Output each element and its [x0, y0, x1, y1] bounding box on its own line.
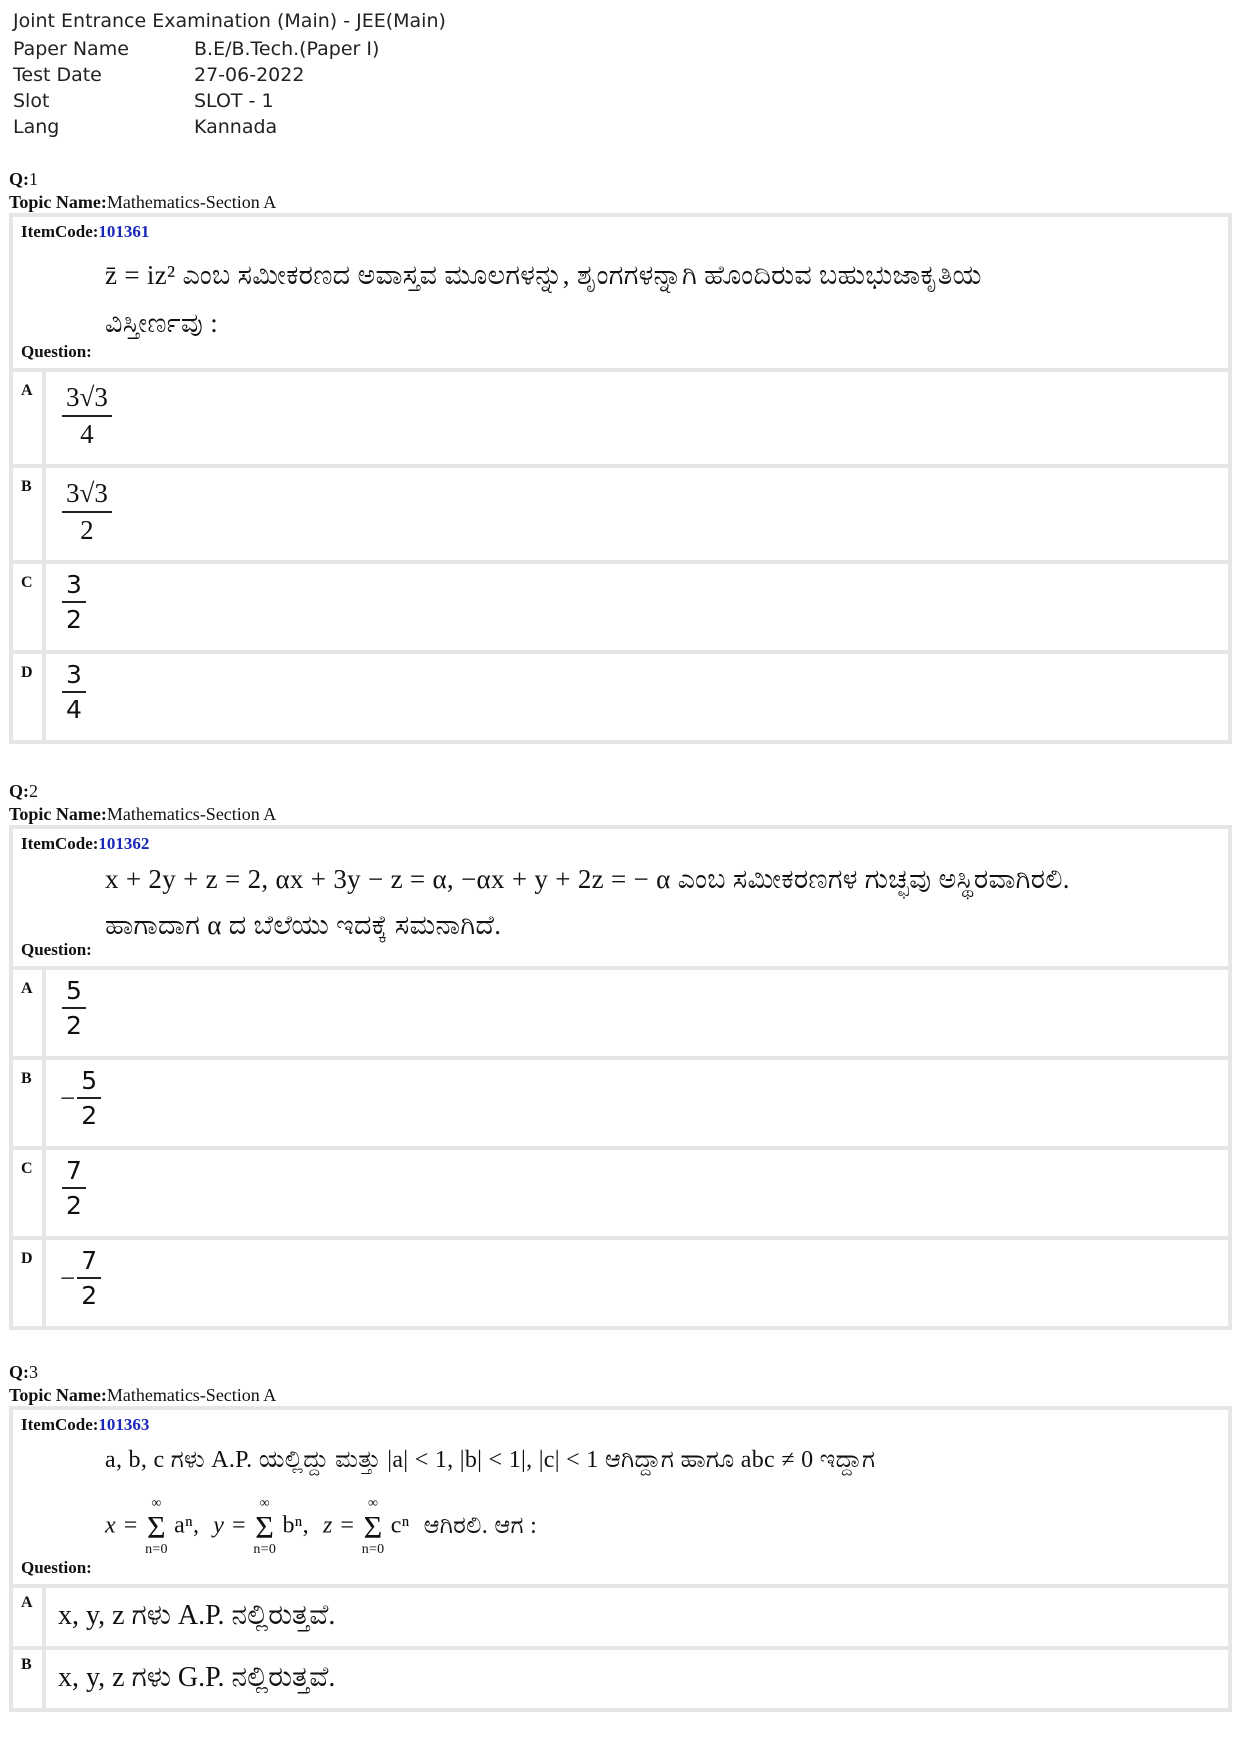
option-letter: A [13, 970, 42, 1056]
option-letter: C [13, 1150, 42, 1236]
question-cell [13, 1410, 1228, 1584]
question-text-line: a, b, c ಗಳು A.P. ಯಲ್ಲಿದ್ದು ಮತ್ತು |a| < 1, |b| < 1|, |c| < 1 ಆಗಿದ್ದಾಗ ಹಾಗೂ abc ≠ 0 ಇದ್ದಾಗ [105, 1447, 876, 1473]
option-body [46, 970, 1228, 1056]
option-body [46, 1240, 1228, 1326]
option-letter: C [13, 564, 42, 650]
topic-name: Topic Name:Mathematics-Section A [9, 192, 277, 212]
option-row-c[interactable] [13, 1150, 1228, 1236]
option-letter: B [13, 468, 42, 560]
option-body [46, 468, 1228, 560]
option-fraction: $\frac{3√3}{4}$ [60, 382, 112, 450]
question-text [105, 863, 1218, 942]
option-body [46, 654, 1228, 740]
option-letter: A [13, 1588, 42, 1646]
question-label: Question: [21, 940, 92, 959]
info-value: B.E/B.Tech.(Paper I) [194, 37, 380, 60]
option-letter: B [13, 1060, 42, 1146]
info-row [13, 89, 379, 115]
question-text-line: x + 2y + z = 2, αx + 3y − z = α, −αx + y + 2z = − α ಎಂಬ ಸಮೀಕರಣಗಳ ಗುಚ್ಛವು ಅಸ್ಥಿರವಾಗಿರಲಿ. [105, 864, 1070, 894]
question-number: Q:1 [9, 169, 38, 189]
option-body [46, 1150, 1228, 1236]
question-number: Q:3 [9, 1362, 38, 1382]
question-text-line: ಹಾಗಾದಾಗ α ದ ಬೆಲೆಯು ಇದಕ್ಕೆ ಸಮನಾಗಿದೆ. [105, 910, 502, 941]
info-key: Test Date [13, 63, 102, 86]
option-body [46, 372, 1228, 464]
info-value: SLOT - 1 [194, 89, 274, 112]
option-fraction: $\frac{3√3}{2}$ [60, 478, 112, 546]
question-table [9, 825, 1232, 1330]
info-row [13, 63, 379, 89]
question-block-1 [9, 168, 1232, 744]
option-letter: B [13, 1650, 42, 1708]
question-cell [13, 829, 1228, 966]
item-code: ItemCode:101361 [21, 222, 150, 241]
option-row-a[interactable] [13, 1588, 1228, 1646]
exam-header [13, 10, 446, 141]
question-number: Q:2 [9, 781, 38, 801]
option-row-a[interactable] [13, 970, 1228, 1056]
sum-z: z = ∞ Σ n=0 cⁿ [322, 1495, 410, 1557]
info-key: Paper Name [13, 37, 129, 60]
option-body [46, 1060, 1228, 1146]
item-code: ItemCode:101362 [21, 834, 150, 853]
question-text-tail: ಆಗಿರಲಿ. ಆಗ : [423, 1513, 538, 1540]
option-row-b[interactable] [13, 1650, 1228, 1708]
info-row [13, 37, 379, 63]
question-table [9, 213, 1232, 744]
question-text-line: z̄ = iz² ಎಂಬ ಸಮೀಕರಣದ ಅವಾಸ್ತವ ಮೂಲಗಳನ್ನು, ಶೃಂಗಗಳನ್ನಾಗಿ ಹೊಂದಿರುವ ಬಹುಭುಜಾಕೃತಿಯ [105, 260, 982, 290]
sum-x: x = ∞ Σ n=0 aⁿ, [105, 1495, 200, 1557]
option-fraction: $\frac{5}{2}$ [60, 976, 86, 1040]
topic-name: Topic Name:Mathematics-Section A [9, 1385, 277, 1405]
option-row-a[interactable] [13, 372, 1228, 464]
option-letter: D [13, 654, 42, 740]
option-body [46, 1650, 1228, 1708]
sum-definitions [105, 1497, 1218, 1557]
info-value: Kannada [194, 115, 278, 138]
question-block-2 [9, 780, 1232, 1330]
option-fraction: $\frac{3}{2}$ [60, 570, 86, 634]
option-text: x, y, z ಗಳು A.P. ನಲ್ಲಿರುತ್ತವೆ. [58, 1600, 336, 1631]
question-table [9, 1406, 1232, 1712]
question-text [105, 259, 1218, 340]
option-row-d[interactable] [13, 1240, 1228, 1326]
option-body [46, 564, 1228, 650]
topic-name: Topic Name:Mathematics-Section A [9, 804, 277, 824]
info-row [13, 115, 379, 141]
exam-title: Joint Entrance Examination (Main) - JEE(Main) [13, 10, 446, 32]
option-fraction: − $\frac{7}{2}$ [60, 1246, 101, 1310]
question-cell [13, 217, 1228, 368]
option-fraction: $\frac{7}{2}$ [60, 1156, 86, 1220]
question-block-3 [9, 1361, 1232, 1712]
item-code: ItemCode:101363 [21, 1415, 150, 1434]
question-text-line: ವಿಸ್ತೀರ್ಣವು : [105, 308, 219, 339]
option-letter: D [13, 1240, 42, 1326]
sum-y: y = ∞ Σ n=0 bⁿ, [213, 1495, 309, 1557]
question-label: Question: [21, 1558, 92, 1577]
option-fraction: − $\frac{5}{2}$ [60, 1066, 101, 1130]
option-body [46, 1588, 1228, 1646]
question-text [105, 1446, 1218, 1557]
option-letter: A [13, 372, 42, 464]
option-row-c[interactable] [13, 564, 1228, 650]
question-label: Question: [21, 342, 92, 361]
option-row-d[interactable] [13, 654, 1228, 740]
option-row-b[interactable] [13, 1060, 1228, 1146]
option-fraction: $\frac{3}{4}$ [60, 660, 86, 724]
option-row-b[interactable] [13, 468, 1228, 560]
info-key: Slot [13, 89, 50, 112]
exam-info-table [13, 37, 379, 141]
option-text: x, y, z ಗಳು G.P. ನಲ್ಲಿರುತ್ತವೆ. [58, 1662, 336, 1693]
info-key: Lang [13, 115, 60, 138]
info-value: 27-06-2022 [194, 63, 305, 86]
